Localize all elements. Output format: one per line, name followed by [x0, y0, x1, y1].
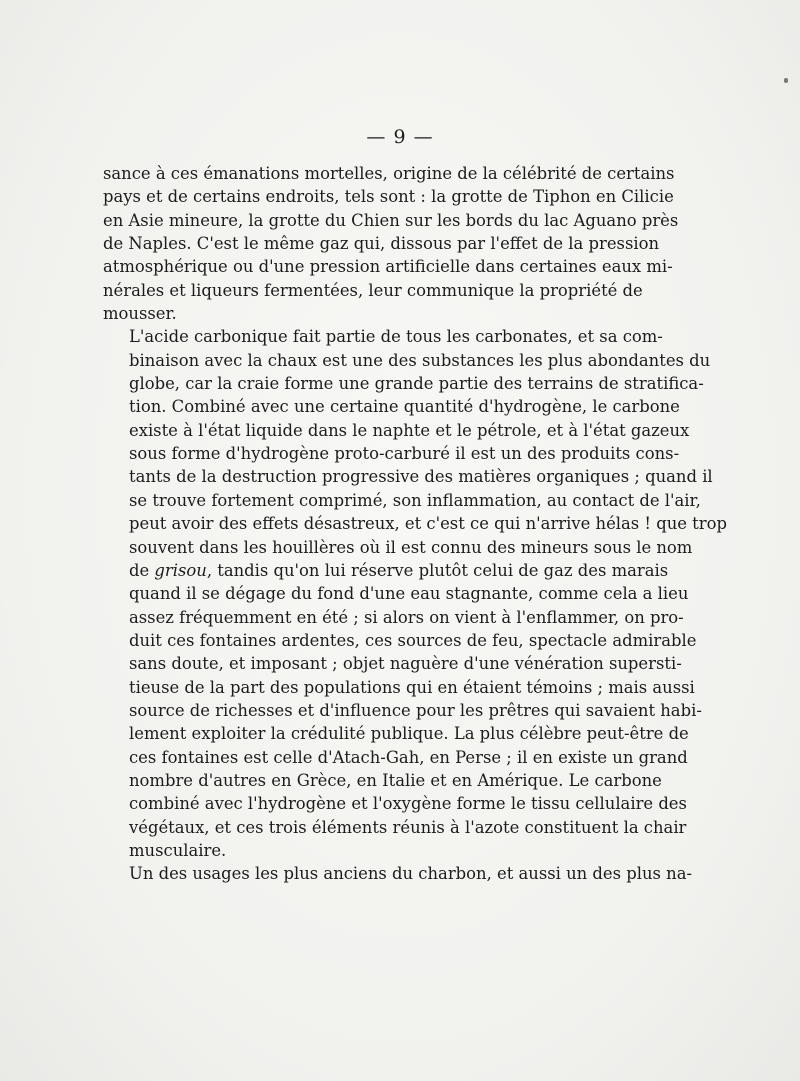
- paragraph-2: [103, 325, 727, 862]
- text-line: se trouve fortement comprimé, son inflammation, au contact de l'air,: [129, 490, 701, 510]
- text-line: peut avoir des effets désastreux, et c'est ce qui n'arrive hélas ! que trop: [129, 514, 727, 534]
- text-line: ces fontaines est celle d'Atach-Gah, en Perse ; il en existe un grand: [129, 747, 688, 767]
- text-line: assez fréquemment en été ; si alors on vient à l'enflammer, on pro-: [129, 607, 684, 627]
- text-line: sous forme d'hydrogène proto-carburé il est un des produits cons-: [129, 444, 680, 464]
- text-line: tieuse de la part des populations qui en étaient témoins ; mais aussi: [129, 677, 695, 697]
- paragraph-3: [103, 862, 693, 885]
- text-line: végétaux, et ces trois éléments réunis à l'azote constituent la chair: [129, 817, 687, 837]
- text-line: L'acide carbonique fait partie de tous les carbonates, et sa com-: [129, 327, 663, 347]
- text-line: sance à ces émanations mortelles, origine de la célébrité de certains: [103, 164, 675, 183]
- scan-speck: [784, 78, 788, 83]
- text-line: existe à l'état liquide dans le naphte et le pétrole, et à l'état gazeux: [129, 420, 690, 440]
- page-number: — 9 —: [366, 126, 434, 148]
- text-line: duit ces fontaines ardentes, ces sources de feu, spectacle admirable: [129, 630, 697, 650]
- text-line: quand il se dégage du fond d'une eau stagnante, comme cela a lieu: [129, 584, 689, 604]
- text-line: source de richesses et d'influence pour les prêtres qui savaient habi-: [129, 700, 702, 720]
- text-line: de grisou, tandis qu'on lui réserve plutôt celui de gaz des marais: [129, 560, 669, 580]
- text-line: lement exploiter la crédulité publique. La plus célèbre peut-être de: [129, 724, 689, 744]
- text-line: en Asie mineure, la grotte du Chien sur les bords du lac Aguano près: [103, 210, 679, 230]
- text-line: combiné avec l'hydrogène et l'oxygène forme le tissu cellulaire des: [129, 794, 687, 814]
- text-line: sans doute, et imposant ; objet naguère d'une vénération supersti-: [129, 654, 682, 674]
- paragraph-1: [103, 162, 679, 325]
- text-line: de Naples. C'est le même gaz qui, dissous par l'effet de la pression: [103, 234, 660, 254]
- text-line: binaison avec la chaux est une des substances les plus abondantes du: [129, 350, 711, 370]
- text-line: tants de la destruction progressive des matières organiques ; quand il: [129, 467, 713, 487]
- text-line: Un des usages les plus anciens du charbon, et aussi un des plus na-: [129, 864, 693, 884]
- body-text: [103, 162, 727, 886]
- text-line: atmosphérique ou d'une pression artificielle dans certaines eaux mi-: [103, 257, 673, 277]
- text-line: nombre d'autres en Grèce, en Italie et en Amérique. Le carbone: [129, 770, 662, 790]
- text-line: globe, car la craie forme une grande partie des terrains de stratifica-: [129, 374, 704, 394]
- text-line: pays et de certains endroits, tels sont : la grotte de Tiphon en Cilicie: [103, 187, 674, 207]
- text-line: nérales et liqueurs fermentées, leur communique la propriété de: [103, 280, 643, 300]
- text-line: mousser.: [103, 304, 177, 324]
- text-line: souvent dans les houillères où il est connu des mineurs sous le nom: [129, 537, 693, 557]
- text-line: musculaire.: [129, 840, 227, 860]
- text-line: tion. Combiné avec une certaine quantité d'hydrogène, le carbone: [129, 397, 680, 417]
